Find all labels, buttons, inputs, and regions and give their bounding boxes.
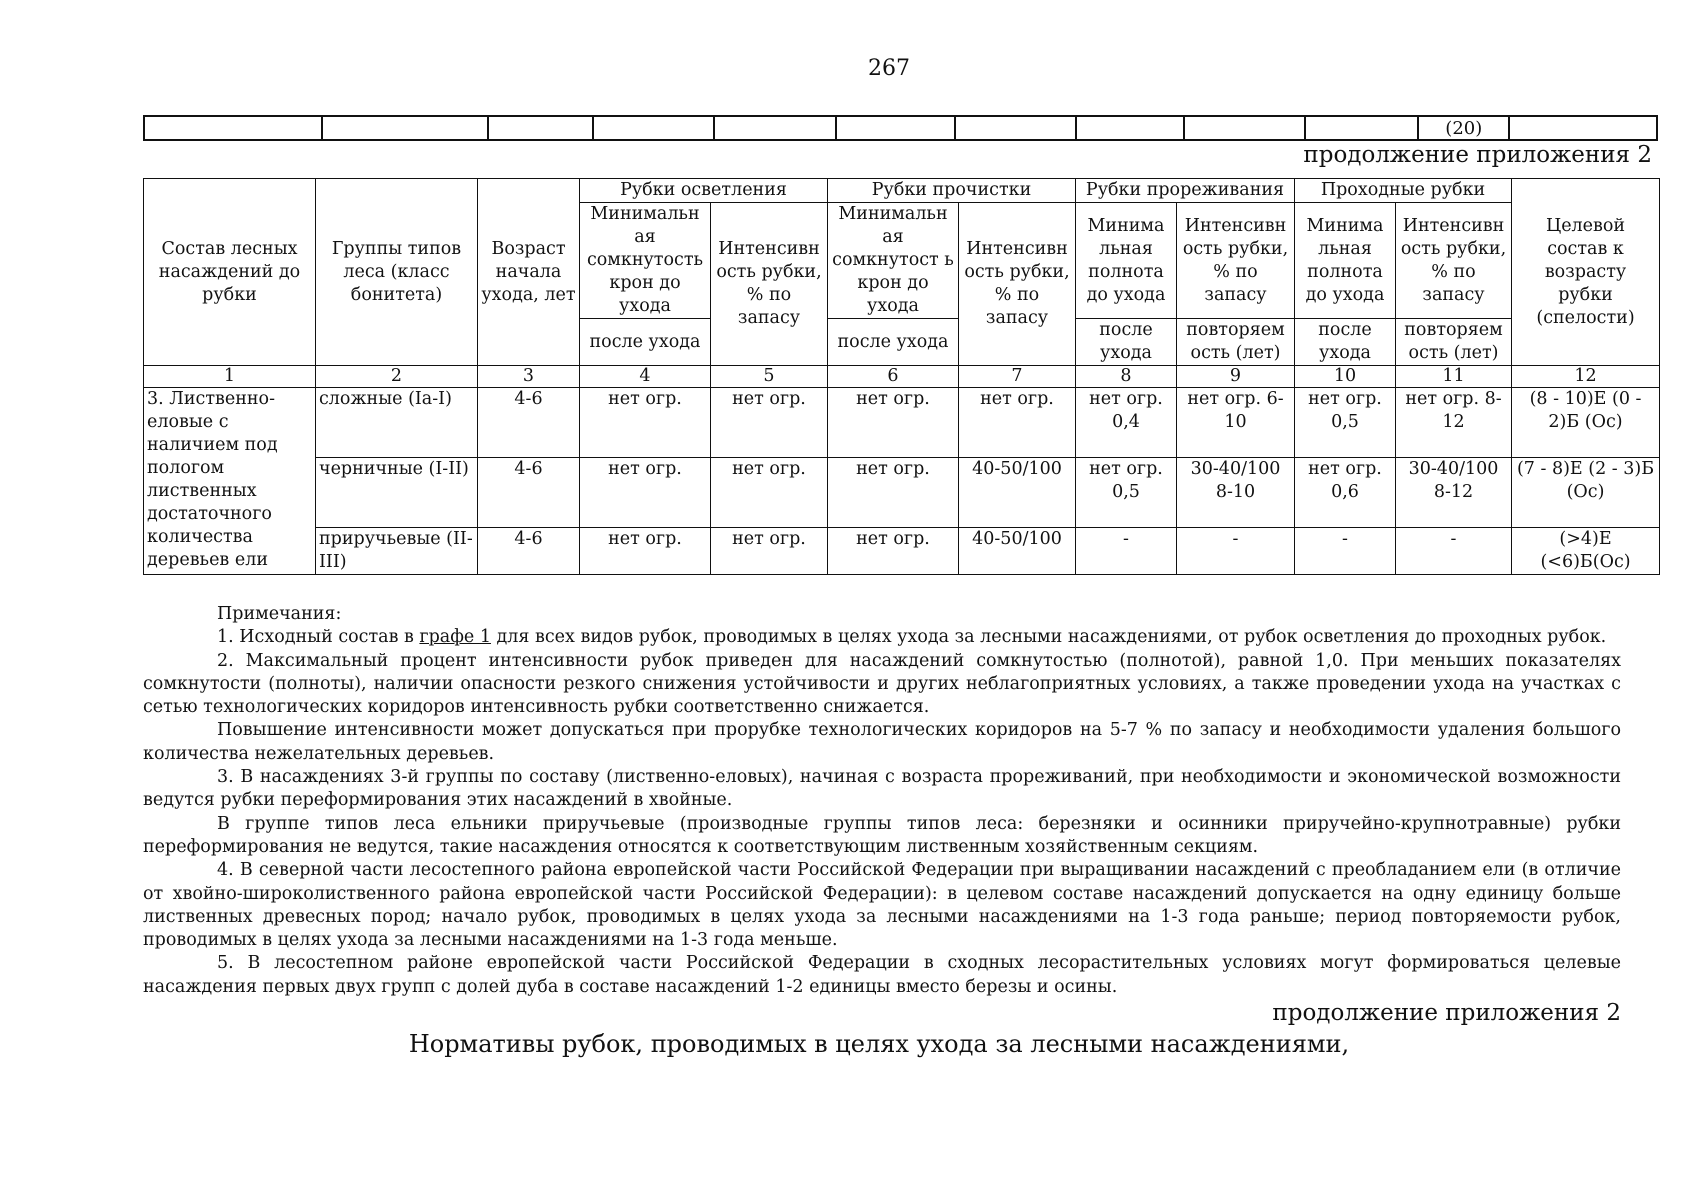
subheader-after-prohod: после ухода <box>1295 319 1396 366</box>
column-number: 5 <box>711 366 828 388</box>
column-number: 7 <box>959 366 1076 388</box>
header-start-age: Возраст начала ухода, лет <box>478 179 580 366</box>
strip-cell <box>836 116 955 140</box>
forest-group-cell: приручьевые (II-III) <box>316 528 478 575</box>
column-number: 11 <box>1396 366 1512 388</box>
header-group-osvetleniya: Рубки осветления <box>580 179 828 203</box>
composition-cell: 3. Лиственно-еловые с наличием под пологом лиственных достаточного количества деревьев ели <box>144 388 316 575</box>
value-cell: нет огр. <box>711 528 828 575</box>
column-number: 12 <box>1512 366 1660 388</box>
header-group-prorezhivaniya: Рубки прореживания <box>1076 179 1295 203</box>
header-target-composition: Целевой состав к возрасту рубки (спелости) <box>1512 179 1660 366</box>
note-1-text-b: для всех видов рубок, проводимых в целях ухода за лесными насаждениями, от рубок осветления до проходных рубок. <box>490 627 1607 648</box>
strip-cell <box>714 116 835 140</box>
strip-cell <box>322 116 488 140</box>
header-min-density-prohod: Минима льная полнота до ухода <box>1295 203 1396 319</box>
subheader-repeat-prorezh: повторяем ость (лет) <box>1177 319 1295 366</box>
forest-group-cell: сложные (Ia-I) <box>316 388 478 458</box>
column-number: 9 <box>1177 366 1295 388</box>
value-cell: 30-40/100 8-12 <box>1396 458 1512 528</box>
value-cell: 40-50/100 <box>959 528 1076 575</box>
header-forest-group: Группы типов леса (класс бонитета) <box>316 179 478 366</box>
column-number: 3 <box>478 366 580 388</box>
note-2b: Повышение интенсивности может допускаться при прорубке технологических коридоров на 5-7 % по запасу и необходимости удаления большого количества нежелательных деревьев. <box>143 720 1621 764</box>
column-number: 10 <box>1295 366 1396 388</box>
value-cell: нет огр. 0,5 <box>1295 388 1396 458</box>
start-age-cell: 4-6 <box>478 528 580 575</box>
subheader-after-osv: после ухода <box>580 319 711 366</box>
column-number: 6 <box>828 366 959 388</box>
value-cell: 40-50/100 <box>959 458 1076 528</box>
value-cell: - <box>1076 528 1177 575</box>
header-intensity-prohod: Интенсивн ость рубки, % по запасу <box>1396 203 1512 319</box>
strip-cell <box>1076 116 1183 140</box>
value-cell: нет огр. <box>828 388 959 458</box>
strip-cell <box>1509 116 1657 140</box>
norms-table <box>143 178 1660 575</box>
target-composition-cell: (>4)Е (<6)Б(Ос) <box>1512 528 1660 575</box>
strip-cell <box>488 116 593 140</box>
strip-cell <box>1305 116 1418 140</box>
value-cell: - <box>1396 528 1512 575</box>
value-cell: нет огр. <box>580 388 711 458</box>
column-number: 8 <box>1076 366 1177 388</box>
value-cell: нет огр. <box>959 388 1076 458</box>
value-cell: нет огр. <box>828 458 959 528</box>
footer-continuation-label: продолжение приложения 2 <box>1272 1000 1621 1026</box>
note-4: 4. В северной части лесостепного района европейской части Российской Федерации при выращивании насаждений с преобладанием ели (в отличие от хвойно-широколиственного района европейской части Российской Федерации): в целевом составе насаждений допускается на одну единицу больше лиственных древесных пород; начало рубок, проводимых в целях ухода за лесными насаждениями на 1-3 года раньше; период повторяемости рубок, проводимых в целях ухода за лесными насаждениями на 1-3 года меньше. <box>143 860 1621 951</box>
value-cell: - <box>1177 528 1295 575</box>
strip-cell <box>1184 116 1305 140</box>
value-cell: нет огр. <box>580 458 711 528</box>
previous-table-strip <box>143 115 1658 141</box>
note-1 <box>143 626 1621 649</box>
target-composition-cell: (8 - 10)Е (0 - 2)Б (Ос) <box>1512 388 1660 458</box>
header-group-prochistki: Рубки прочистки <box>828 179 1076 203</box>
subheader-after-prorezh: после ухода <box>1076 319 1177 366</box>
header-min-closure-proch: Минимальн ая сомкнутост ь крон до ухода <box>828 203 959 319</box>
column-number: 1 <box>144 366 316 388</box>
page-number: 267 <box>868 56 910 81</box>
note-1-text-a: 1. Исходный состав в <box>217 627 420 648</box>
value-cell: нет огр. <box>828 528 959 575</box>
header-composition: Состав лесных насаждений до рубки <box>144 179 316 366</box>
value-cell: нет огр. 8-12 <box>1396 388 1512 458</box>
value-cell: нет огр. 6-10 <box>1177 388 1295 458</box>
note-5: 5. В лесостепном районе европейской части Российской Федерации в сходных лесорастительных условиях могут формироваться целевые насаждения первых двух групп с долей дуба в составе насаждений 1-2 единицы вместо березы и осины. <box>143 953 1621 997</box>
note-3b: В группе типов леса ельники приручьевые (производные группы типов леса: березняки и осинники приручейно-крупнотравные) рубки переформирования не ведутся, такие насаждения относятся к соответствующим лиственным хозяйственным секциям. <box>143 813 1621 857</box>
column-number: 4 <box>580 366 711 388</box>
start-age-cell: 4-6 <box>478 458 580 528</box>
header-group-prohodnye: Проходные рубки <box>1295 179 1512 203</box>
header-intensity-prorezh: Интенсивн ость рубки, % по запасу <box>1177 203 1295 319</box>
notes-section <box>143 603 1621 999</box>
strip-cell: (20) <box>1418 116 1509 140</box>
value-cell: нет огр. 0,6 <box>1295 458 1396 528</box>
note-3: 3. В насаждениях 3-й группы по составу (лиственно-еловых), начиная с возраста прореживаний, при необходимости и экономической возможности ведутся рубки переформирования этих насаждений в хвойные. <box>143 767 1621 811</box>
value-cell: нет огр. 0,5 <box>1076 458 1177 528</box>
note-2: 2. Максимальный процент интенсивности рубок приведен для насаждений сомкнутостью (полнотой), равной 1,0. При меньших показателях сомкнутости (полноты), наличии опасности резкого снижения устойчивости и других неблагоприятных условиях, а также проведении ухода на участках с сетью технологических коридоров интенсивность рубки соответственно снижается. <box>143 650 1621 718</box>
target-composition-cell: (7 - 8)Е (2 - 3)Б (Ос) <box>1512 458 1660 528</box>
strip-cell <box>955 116 1076 140</box>
notes-heading: Примечания: <box>217 604 342 624</box>
header-intensity-proch: Интенсивн ость рубки, % по запасу <box>959 203 1076 366</box>
header-intensity-osv: Интенсивн ость рубки, % по запасу <box>711 203 828 366</box>
value-cell: нет огр. <box>580 528 711 575</box>
value-cell: 30-40/100 8-10 <box>1177 458 1295 528</box>
column-number: 2 <box>316 366 478 388</box>
strip-cell <box>144 116 322 140</box>
header-min-density-prorezh: Минима льная полнота до ухода <box>1076 203 1177 319</box>
continuation-label: продолжение приложения 2 <box>1303 142 1652 168</box>
note-1-link[interactable]: графе 1 <box>419 627 491 648</box>
start-age-cell: 4-6 <box>478 388 580 458</box>
value-cell: нет огр. <box>711 458 828 528</box>
strip-cell <box>593 116 714 140</box>
value-cell: нет огр. <box>711 388 828 458</box>
subheader-after-proch: после ухода <box>828 319 959 366</box>
value-cell: нет огр. 0,4 <box>1076 388 1177 458</box>
next-table-title: Нормативы рубок, проводимых в целях ухода за лесными насаждениями, <box>408 1030 1350 1058</box>
subheader-repeat-prohod: повторяем ость (лет) <box>1396 319 1512 366</box>
forest-group-cell: черничные (I-II) <box>316 458 478 528</box>
value-cell: - <box>1295 528 1396 575</box>
header-min-closure-osv: Минимальн ая сомкнутость крон до ухода <box>580 203 711 319</box>
